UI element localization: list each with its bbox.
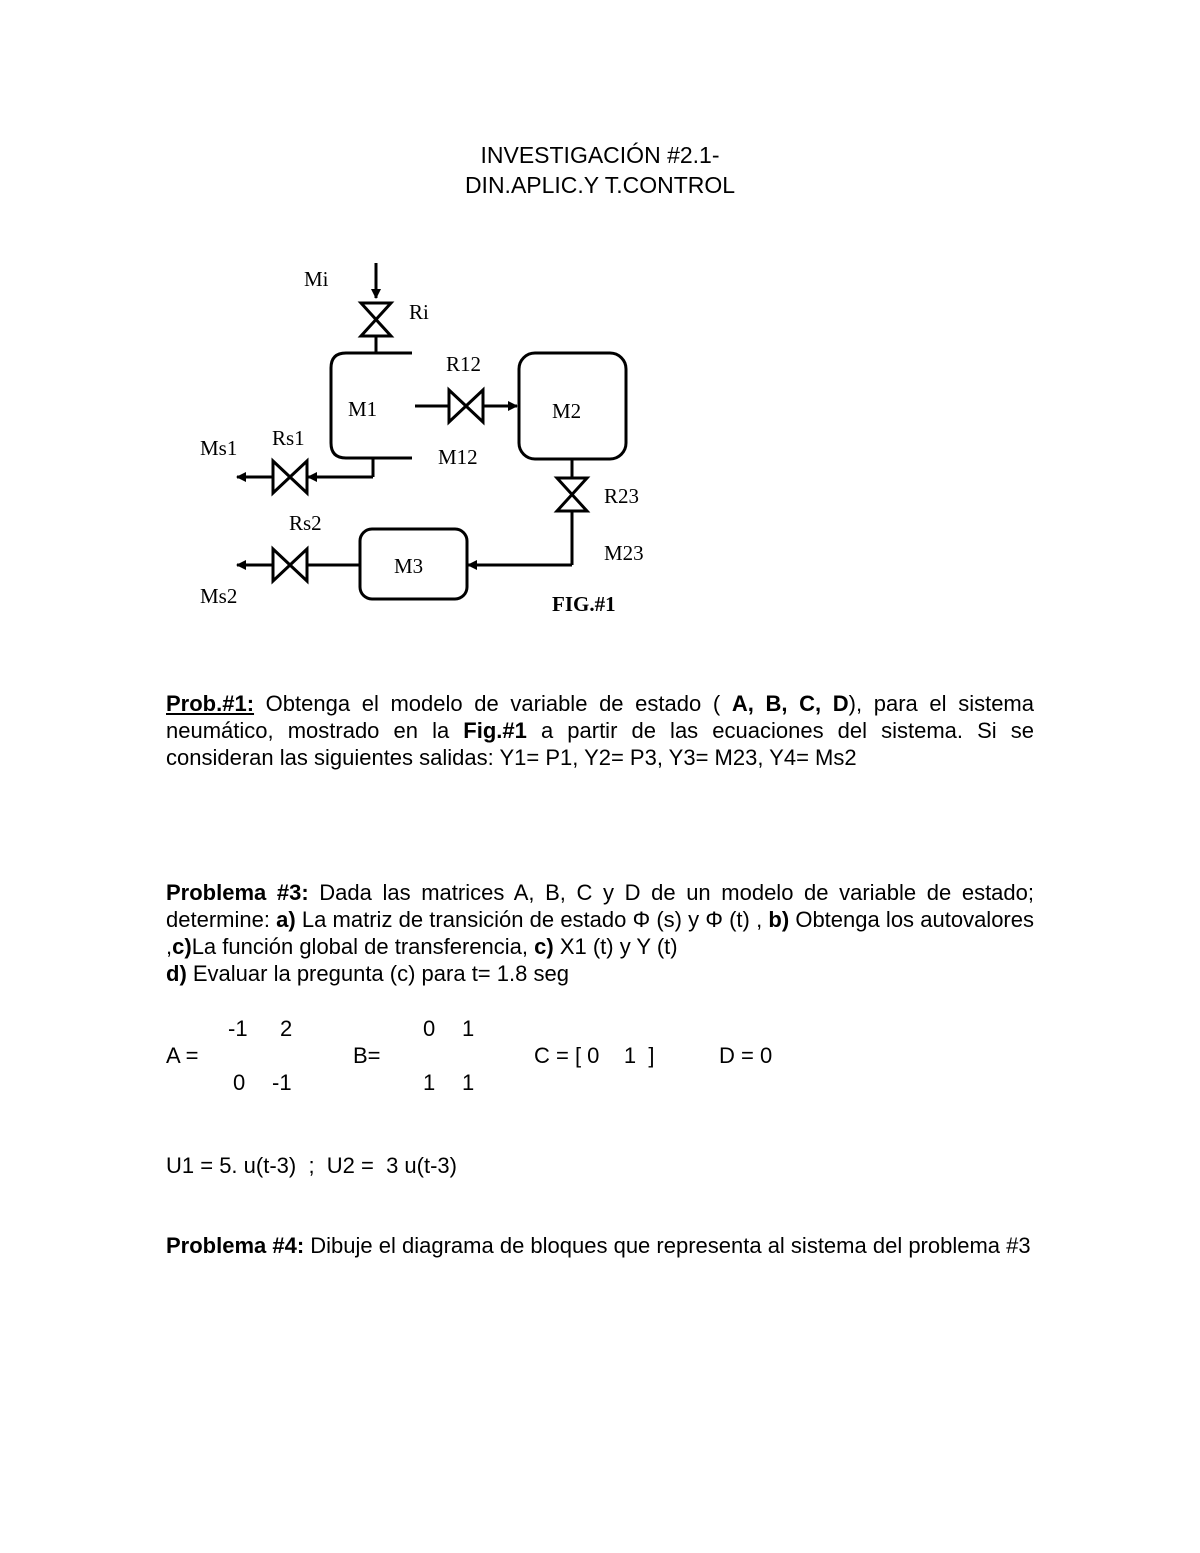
problem-3-text-6: Evaluar la pregunta (c) para t= 1.8 seg	[186, 961, 569, 986]
label-r23: R23	[604, 484, 640, 508]
matrix-b-r2c2: 1	[462, 1070, 475, 1095]
problem-1-fig-ref: Fig.#1	[463, 718, 527, 743]
matrix-b-r2c1: 1	[423, 1070, 436, 1095]
problem-1-text-1: Obtenga el modelo de variable de estado (	[254, 691, 732, 716]
valve-ri	[361, 303, 391, 336]
problem-1-text-2: ), para el sistema neumático, mostrado en la	[166, 691, 1034, 743]
problem-1-label: Prob.#1:	[166, 691, 255, 716]
problem-3-text-5: X1 (t) y Y (t)	[553, 934, 678, 959]
problem-4-label: Problema #4:	[166, 1233, 305, 1258]
matrix-a-r2c2: -1	[272, 1070, 292, 1095]
matrix-d: D = 0	[719, 1043, 773, 1068]
label-ms1: Ms1	[200, 436, 238, 460]
document-title	[0, 140, 1200, 200]
valve-rs2	[273, 549, 307, 581]
label-m2: M2	[552, 399, 582, 423]
matrix-b-label: B=	[353, 1043, 381, 1068]
valve-r23	[557, 478, 587, 511]
label-ms2: Ms2	[200, 584, 238, 608]
problem-4-text: Dibuje el diagrama de bloques que representa al sistema del problema #3	[304, 1233, 1031, 1258]
matrix-a-label: A =	[166, 1043, 199, 1068]
pneumatic-system-figure	[180, 250, 680, 630]
input-functions: U1 = 5. u(t-3) ; U2 = 3 u(t-3)	[166, 1153, 457, 1178]
title-line-2: DIN.APLIC.Y T.CONTROL	[464, 172, 736, 198]
matrix-b-r1c2: 1	[462, 1016, 475, 1041]
problem-3-text-4: La función global de transferencia,	[191, 934, 535, 959]
valve-r12	[449, 390, 483, 422]
label-rs2: Rs2	[289, 511, 322, 535]
problem-1-matrices: A, B, C, D	[731, 691, 849, 716]
label-m3: M3	[394, 554, 424, 578]
problem-3-c2: c)	[534, 934, 554, 959]
label-m23: M23	[604, 541, 644, 565]
problem-1	[166, 690, 1034, 771]
label-mi: Mi	[304, 267, 329, 291]
label-rs1: Rs1	[272, 426, 305, 450]
matrix-a-r1c1: -1	[228, 1016, 248, 1041]
valve-rs1	[273, 461, 307, 493]
problem-3-text-2: La matriz de transición de estado Φ (s) y Φ (t) ,	[295, 907, 769, 932]
problem-3-label: Problema #3:	[166, 880, 309, 905]
problem-3-a: a)	[276, 907, 296, 932]
problem-4	[166, 1232, 1034, 1259]
label-m1: M1	[348, 397, 378, 421]
matrix-a-r2c1: 0	[233, 1070, 246, 1095]
problem-3	[166, 879, 1034, 987]
problem-3-text-1: Dada las matrices A, B, C y D de un modelo de variable de estado; determine:	[166, 880, 1035, 932]
matrix-a-r1c2: 2	[280, 1016, 293, 1041]
matrix-b-r1c1: 0	[423, 1016, 436, 1041]
label-r12: R12	[446, 352, 482, 376]
problem-3-d: d)	[166, 961, 187, 986]
title-line-1: INVESTIGACIÓN #2.1-	[480, 142, 720, 168]
problem-3-text-3: Obtenga los autovalores ,	[166, 907, 1034, 959]
problem-3-b: b)	[768, 907, 790, 932]
problem-1-text-3: a partir de las ecuaciones del sistema. Si se consideran las siguientes salidas: Y1= P1, Y2= P3, Y3= M23, Y4= Ms2	[166, 718, 1034, 770]
figure-caption: FIG.#1	[552, 592, 616, 616]
label-ri: Ri	[409, 300, 429, 324]
matrix-c: C = [ 0 1 ]	[534, 1043, 655, 1068]
label-m12: M12	[438, 445, 478, 469]
problem-3-c1: c)	[172, 934, 192, 959]
